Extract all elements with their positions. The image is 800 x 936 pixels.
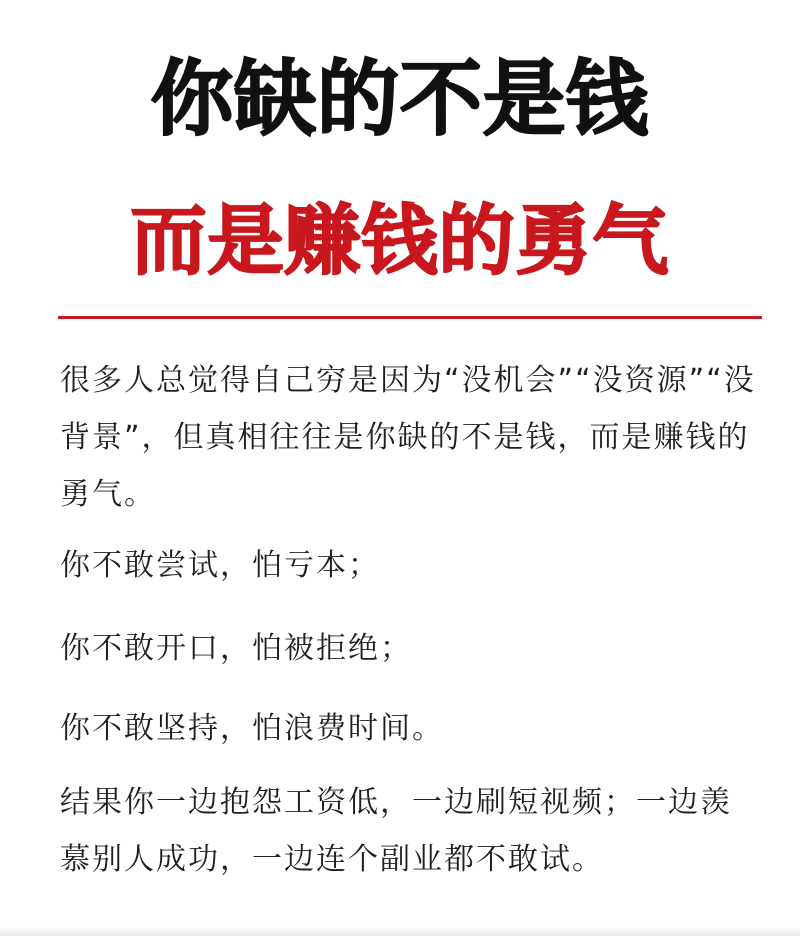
paragraph-intro: 很多人总觉得自己穷是因为“没机会”“没资源”“没背景”，但真相往往是你缺的不是钱，而是赚钱的勇气。 xyxy=(60,363,756,512)
red-divider xyxy=(58,316,762,319)
paragraph-speak: 你不敢开口，怕被拒绝； xyxy=(60,631,412,666)
bottom-edge-shadow xyxy=(0,926,800,936)
paragraph-persist: 你不敢坚持，怕浪费时间。 xyxy=(60,711,444,746)
headline-line-1: 你缺的不是钱 xyxy=(150,52,649,147)
paragraph-try: 你不敢尝试，怕亏本； xyxy=(60,548,380,583)
headline-line-2: 而是赚钱的勇气 xyxy=(130,196,670,285)
paragraph-result: 结果你一边抱怨工资低，一边刷短视频；一边羡慕别人成功，一边连个副业都不敢试。 xyxy=(60,785,732,877)
